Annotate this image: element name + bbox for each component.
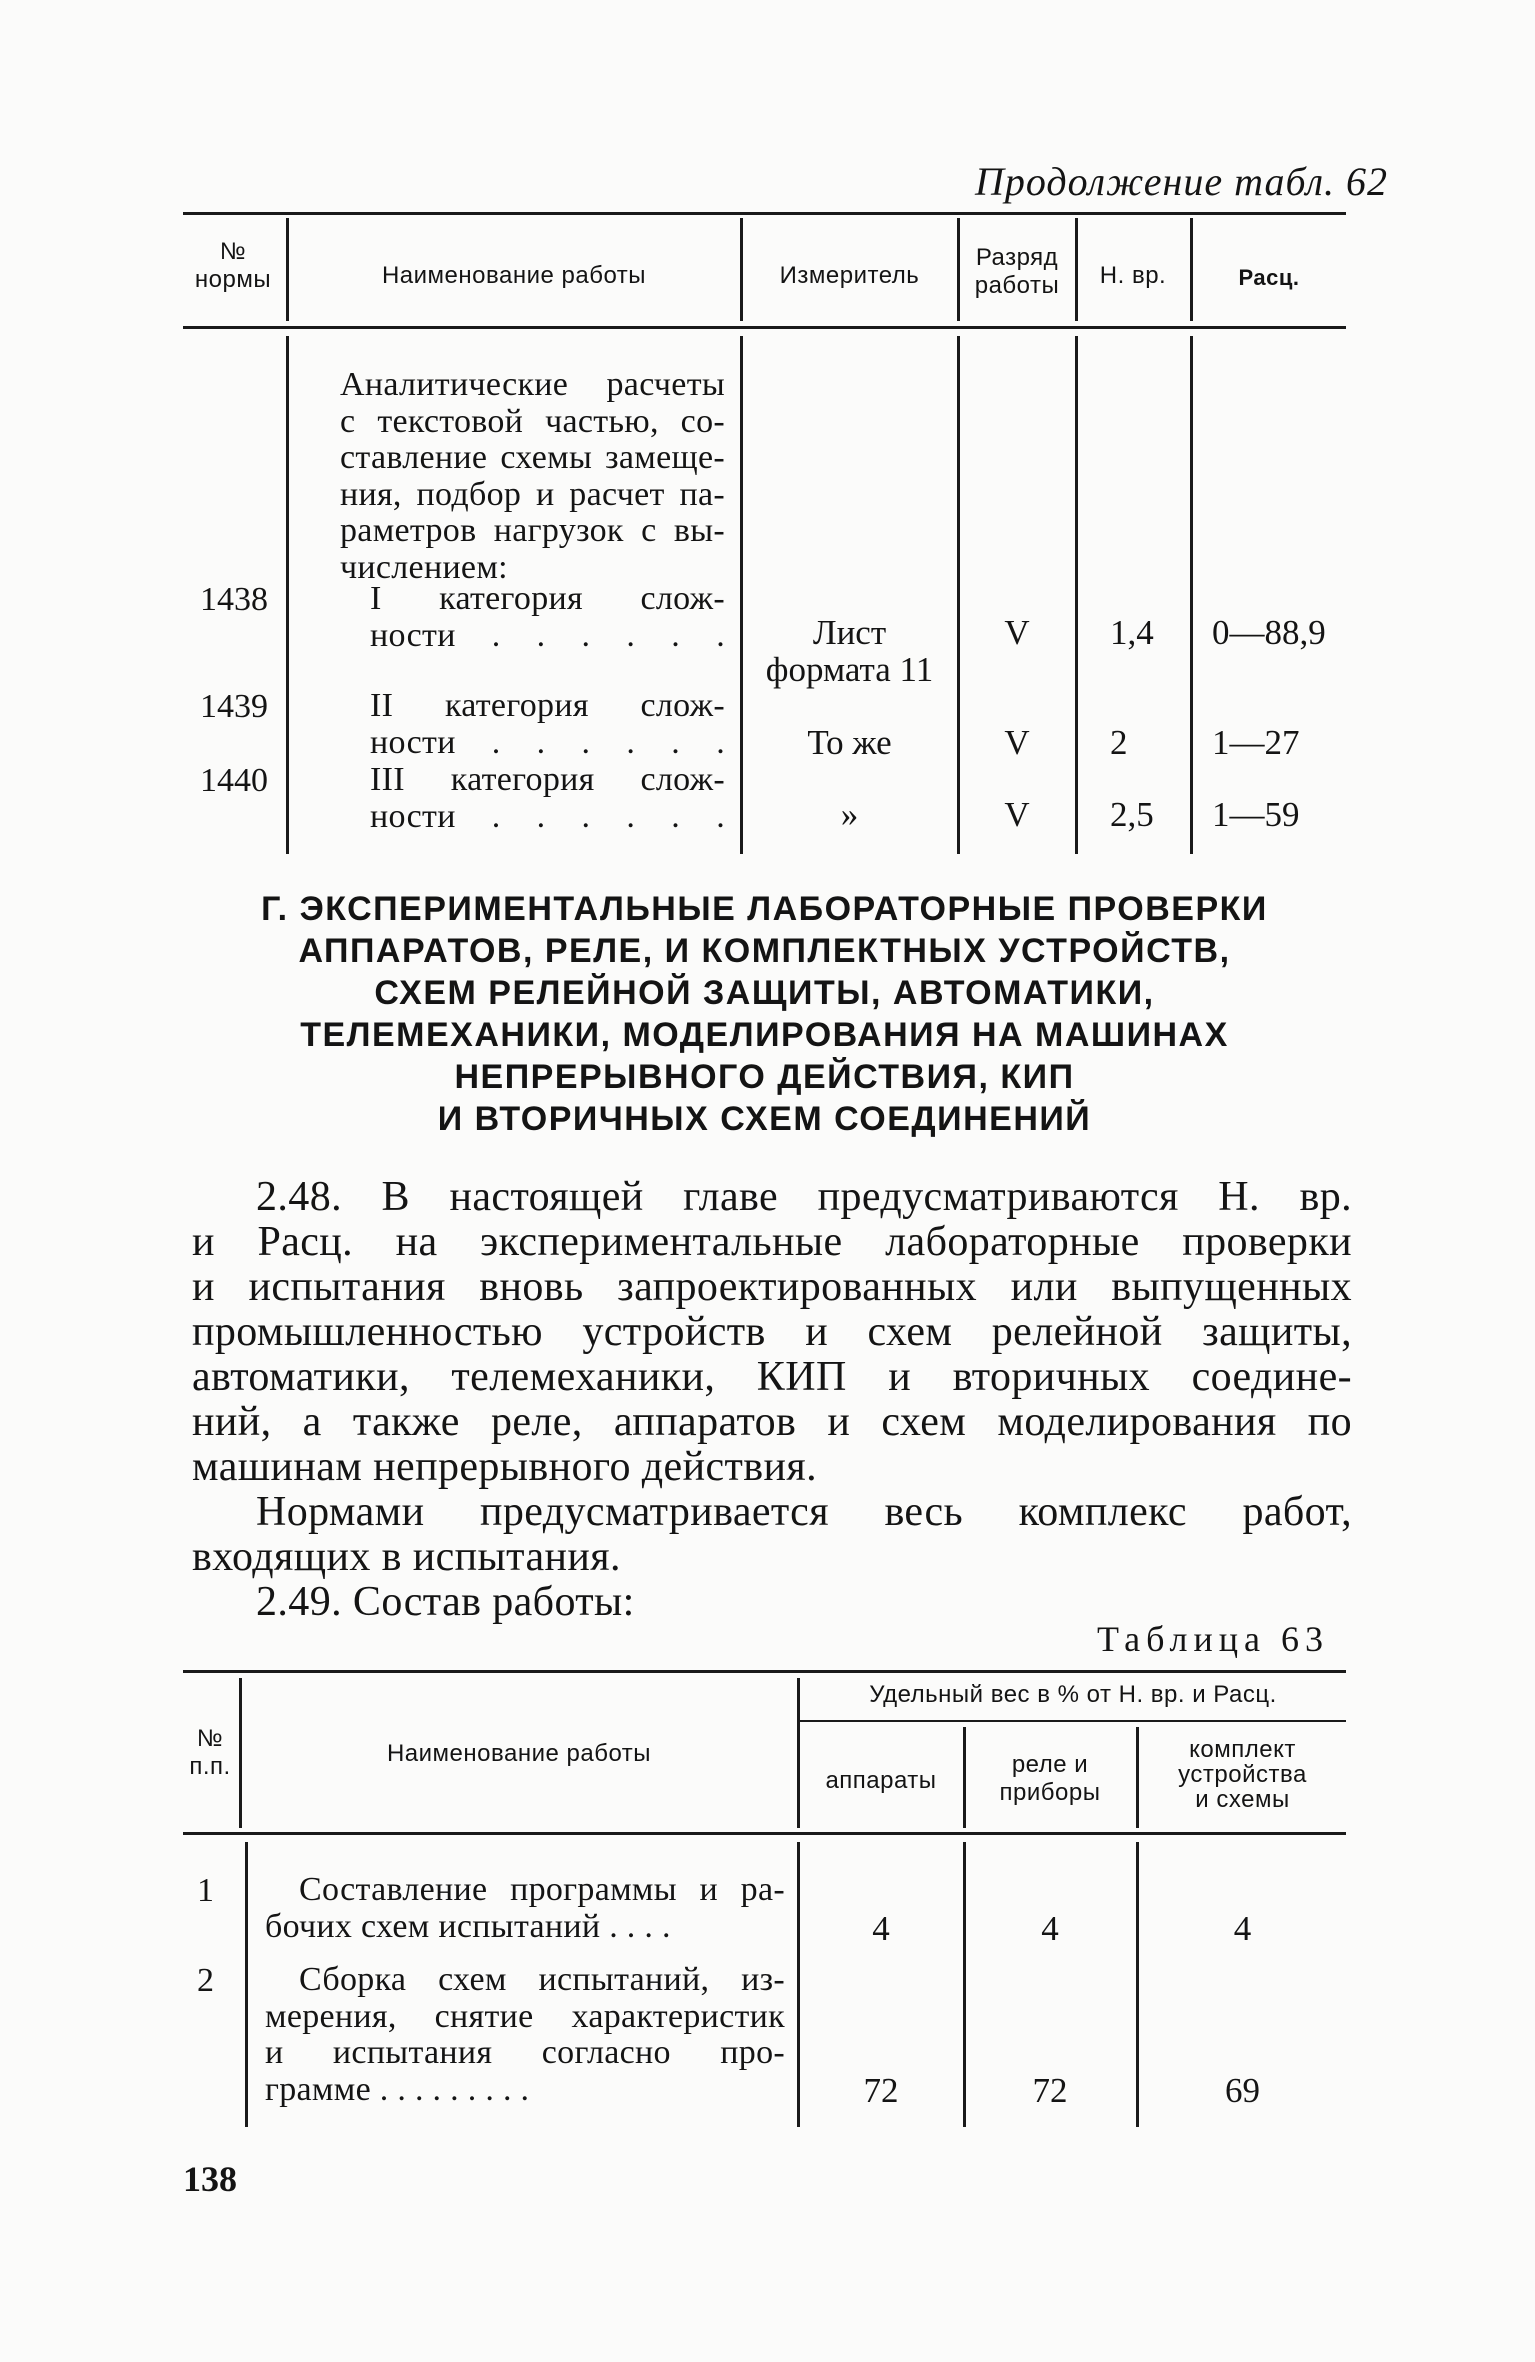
- table-row-description: I категория слож- ности . . . . . .: [370, 580, 725, 654]
- column-divider: [1075, 336, 1078, 854]
- time-norm-value: 2,5: [1110, 795, 1154, 834]
- table-row-description: Сборка схем испытаний, из- мерения, снятие характеристик и испытания согласно про- грамме . . . . . . . . .: [265, 1961, 785, 2108]
- column-divider: [286, 218, 289, 321]
- column-divider: [957, 336, 960, 854]
- column-divider: [1190, 336, 1193, 854]
- table-header-rule: [183, 1832, 1346, 1835]
- table-caption: Продолжение табл. 62: [975, 159, 1389, 204]
- grade-value: V: [1004, 795, 1030, 834]
- paragraph-norms: Нормами предусматривается весь комплекс работ, входящих в испытания.: [192, 1489, 1352, 1580]
- header-unit: Измеритель: [779, 262, 920, 289]
- table-group-rule: [800, 1720, 1346, 1722]
- table-row-description: II категория слож- ности . . . . . .: [370, 687, 725, 761]
- page-number: 138: [183, 2159, 237, 2199]
- header-work-name: Наименование работы: [386, 1740, 652, 1767]
- header-work-name: Наименование работы: [381, 262, 647, 289]
- relay-value: 72: [1032, 2071, 1068, 2110]
- column-divider: [740, 218, 743, 321]
- paragraph-2-48: 2.48. В настоящей главе предусматриваются Н. вр. и Расц. на экспериментальные лабораторные проверки и испытания вновь запроектированных или выпущенных промышленностью устройств и схем релейной защиты, автоматики, телемеханики, КИП и вторичных соедине- ний, а также реле, аппаратов и схем моделирования по машинам непрерывного действия.: [192, 1174, 1352, 1490]
- table-header-rule: [183, 326, 1346, 329]
- column-divider: [286, 336, 289, 854]
- column-divider: [245, 1842, 248, 2127]
- header-time-norm: Н. вр.: [1099, 262, 1167, 289]
- grade-value: V: [1004, 723, 1030, 762]
- header-grade: Разряд работы: [974, 244, 1060, 299]
- table-caption: Таблица 63: [1097, 1619, 1329, 1659]
- work-description-intro: Аналитические расчеты с текстовой частью, со- ставление схемы замеще- ния, подбор и расчет па- раметров нагрузок с вы- числением:: [340, 366, 725, 586]
- header-set: комплект устройства и схемы: [1178, 1736, 1307, 1813]
- grade-value: V: [1004, 613, 1030, 652]
- header-row-number: № п.п.: [189, 1725, 231, 1780]
- norm-number: 1439: [200, 688, 268, 725]
- table-top-rule: [183, 1670, 1346, 1673]
- apparatus-value: 72: [863, 2071, 899, 2110]
- table-top-rule: [183, 212, 1346, 215]
- column-divider: [740, 336, 743, 854]
- set-value: 4: [1233, 1909, 1252, 1948]
- column-divider: [1190, 218, 1193, 321]
- time-norm-value: 2: [1110, 723, 1128, 762]
- rate-value: 0—88,9: [1212, 613, 1326, 652]
- apparatus-value: 4: [872, 1909, 890, 1948]
- time-norm-value: 1,4: [1110, 613, 1154, 652]
- row-number: 2: [197, 1962, 214, 1999]
- unit-value: Лист формата 11: [765, 613, 934, 689]
- table-row-description: III категория слож- ности . . . . . .: [370, 761, 725, 835]
- relay-value: 4: [1041, 1909, 1059, 1948]
- paragraph-2-49: 2.49. Состав работы:: [256, 1579, 635, 1625]
- norm-number: 1438: [200, 581, 268, 618]
- header-share-group: Удельный вес в % от Н. вр. и Расц.: [869, 1681, 1277, 1708]
- norm-number: 1440: [200, 762, 268, 799]
- rate-value: 1—59: [1212, 795, 1300, 834]
- unit-value: То же: [807, 723, 892, 762]
- section-heading: Г. ЭКСПЕРИМЕНТАЛЬНЫЕ ЛАБОРАТОРНЫЕ ПРОВЕРКИ АППАРАТОВ, РЕЛЕ, И КОМПЛЕКТНЫХ УСТРОЙСТВ, СХЕМ РЕЛЕЙНОЙ ЗАЩИТЫ, АВТОМАТИКИ, ТЕЛЕМЕХАНИКИ, МОДЕЛИРОВАНИЯ НА МАШИНАХ НЕПРЕРЫВНОГО ДЕЙСТВИЯ, КИП И ВТОРИЧНЫХ СХЕМ СОЕДИНЕНИЙ: [261, 890, 1268, 1138]
- unit-value: »: [840, 795, 859, 834]
- column-divider: [239, 1678, 242, 1828]
- header-relay: реле и приборы: [999, 1751, 1101, 1806]
- table-row-description: Составление программы и ра- бочих схем испытаний . . . .: [265, 1871, 785, 1945]
- header-rate: Расц.: [1238, 265, 1300, 290]
- row-number: 1: [197, 1872, 214, 1909]
- header-apparatus: аппараты: [825, 1767, 937, 1794]
- set-value: 69: [1225, 2071, 1260, 2110]
- header-norm-number: № нормы: [194, 238, 272, 293]
- rate-value: 1—27: [1212, 723, 1300, 762]
